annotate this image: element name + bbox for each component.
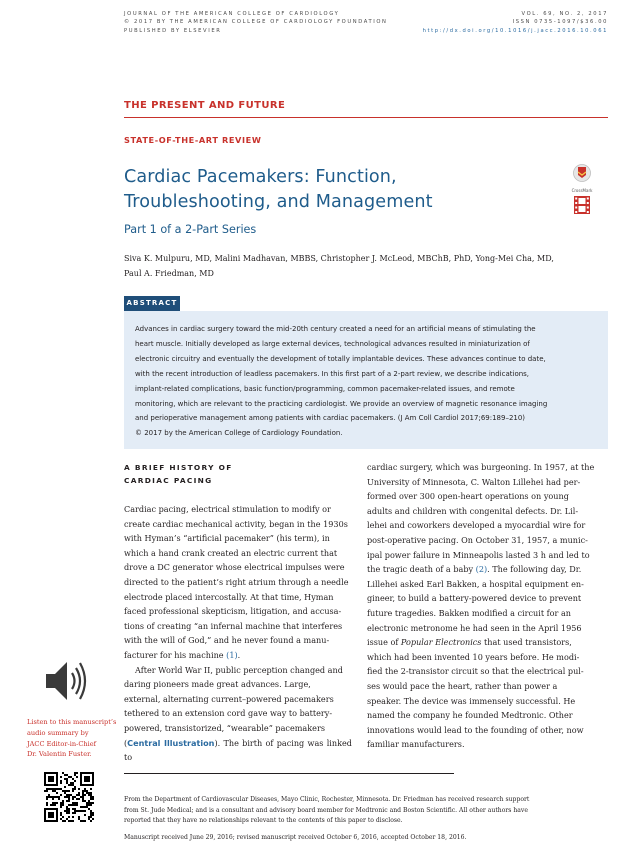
text-fragment: . The following day, Dr. <box>487 564 582 575</box>
text-line: post-operative pacing. On October 31, 1957, a munic- <box>367 534 588 545</box>
text-line: create cardiac mechanical activity, began in the 1930s <box>124 518 348 529</box>
volume-line: VOL. 69, NO. 2, 2017 <box>521 11 608 17</box>
text-line <box>124 736 352 765</box>
text-line: external, alternating current–powered pacemakers <box>124 693 334 704</box>
text-line: ses would pace the heart, rather than power a <box>367 680 558 691</box>
text-line <box>367 635 608 650</box>
text-line: Lillehei asked Earl Bakken, a hospital equipment en- <box>367 578 584 589</box>
text-line: electrode placed intercostally. At that time, Hyman <box>124 591 334 602</box>
authors-line-2: Paul A. Friedman, MD <box>124 268 214 278</box>
title-line-1: Cardiac Pacemakers: Function, <box>124 167 397 187</box>
text-line: which a hand crank created an electric current that <box>124 547 338 558</box>
abstract-line: © 2017 by the American College of Cardiology Foundation. <box>135 429 343 438</box>
abstract-line: monitoring, which are relevant to the practicing cardiologist. We provide an overview of magnetic resonance imaging <box>135 399 548 408</box>
abstract-line: with the recent introduction of leadless pacemakers. In this first part of a 2-part review, we describe indications, <box>135 369 530 378</box>
journal-header-left <box>124 10 388 35</box>
text-line: University of Minnesota, C. Walton Lillehei had per- <box>367 476 581 487</box>
text-fragment: . <box>237 649 241 660</box>
article-subtitle: Part 1 of a 2-Part Series <box>124 223 257 236</box>
abstract-text <box>135 322 601 441</box>
authors-line-1: Siva K. Mulpuru, MD, Malini Madhavan, MBBS, Christopher J. McLeod, MBChB, PhD, Yong-Mei Cha, MD, <box>124 254 554 263</box>
abstract-line: electronic circuitry and eventually the development of totally implantable devices. These advances continue to date, <box>135 354 546 363</box>
paragraph-2-cont <box>124 677 352 765</box>
abstract-label: ABSTRACT <box>124 296 180 311</box>
reference-link[interactable]: (1) <box>226 649 238 660</box>
paragraph-2 <box>124 663 352 678</box>
section-heading <box>124 462 233 488</box>
left-column <box>124 502 352 765</box>
text-line: innovations would lead to the founding of other, now <box>367 724 584 735</box>
text-line: ipal power failure in Minneapolis lasted 3 h and led to <box>367 549 590 560</box>
sidenote-line: Listen to this manuscript’s <box>27 718 117 726</box>
text-line: familiar manufacturers. <box>367 739 465 750</box>
audio-summary-note <box>27 717 119 760</box>
received-dates: Manuscript received June 29, 2016; revised manuscript received October 6, 2016, accepted October 18, 2016. <box>124 834 467 841</box>
text-line: tions of creating “an infernal machine that interferes <box>124 620 343 631</box>
text-fragment: facturer for his machine <box>124 649 227 660</box>
text-line: Cardiac pacing, electrical stimulation to modify or <box>124 504 331 514</box>
text-line: formed over 300 open-heart operations on young <box>367 491 569 502</box>
title-line-2: Troubleshooting, and Management <box>124 192 433 212</box>
text-fragment: ). The birth of pacing was linked to <box>124 737 352 763</box>
article-type: STATE-OF-THE-ART REVIEW <box>124 135 262 145</box>
text-line: with Hyman’s “artificial pacemaker” (his term), in <box>124 533 330 544</box>
text-line: with the will of God,” and he never found a manu- <box>124 635 330 646</box>
text-line: After World War II, public perception changed and <box>135 664 343 675</box>
text-line: lehei and coworkers developed a myocardial wire for <box>367 520 586 531</box>
abstract-line: Advances in cardiac surgery toward the mid-20th century created a need for an artificial means of stimulating the <box>135 325 536 333</box>
text-line: tethered to an extension cord gave way to battery- <box>124 708 333 719</box>
text-fragment: that used transistors, <box>481 637 572 648</box>
text-fragment: the tragic death of a baby <box>367 564 476 575</box>
text-line: directed to the patient’s right atrium through a needle <box>124 576 349 587</box>
author-list <box>124 252 604 281</box>
publisher-line: PUBLISHED BY ELSEVIER <box>124 27 222 34</box>
text-line: which had been invented 10 years before. He modi- <box>367 651 580 662</box>
italic-title: Popular Electronics <box>400 637 482 648</box>
text-line: electronic metronome he had seen in the April 1956 <box>367 622 582 633</box>
text-line: cardiac surgery, which was burgeoning. In 1957, at the <box>367 462 595 472</box>
abstract-line: and perioperative management among patients with cardiac pacemakers. (J Am Coll Cardiol 2017;69:189–210) <box>135 414 526 423</box>
reference-link[interactable]: (2) <box>475 564 488 575</box>
text-line <box>367 562 608 577</box>
crossmark-badge[interactable] <box>568 164 596 193</box>
paragraph-1 <box>124 502 352 663</box>
right-column <box>367 460 608 752</box>
text-line: drove a DC generator whose electrical impulses were <box>124 562 345 573</box>
text-line: speaker. The device was immensely successful. He <box>367 695 576 706</box>
footnote-line: From the Department of Cardiovascular Diseases, Mayo Clinic, Rochester, Minnesota. Dr. Friedman has received research support <box>124 796 530 803</box>
section-heading-line-2: CARDIAC PACING <box>124 475 213 485</box>
doi-link[interactable]: http://dx.doi.org/10.1016/j.jacc.2016.10.061 <box>422 27 608 34</box>
sidenote-line: JACC Editor-in-Chief <box>27 739 97 748</box>
text-line: adults and children with congenital defects. Dr. Lil- <box>367 505 579 516</box>
section-tag: THE PRESENT AND FUTURE <box>124 100 286 111</box>
footnote-line: from St. Jude Medical; and is a consultant and advisory board member for Medtronic and Boston Scientific. All other authors have <box>124 806 528 814</box>
journal-header-right <box>423 10 608 35</box>
footnote-line: reported that they have no relationships relevant to the contents of this paper to disclose. <box>124 817 403 825</box>
footnote-rule <box>124 773 454 774</box>
text-fragment: issue of <box>367 637 401 648</box>
crossmark-icon <box>573 164 591 184</box>
film-strip-icon[interactable] <box>574 196 590 218</box>
crossmark-label: CrossMark <box>571 188 593 193</box>
affiliation-footnote <box>124 795 608 827</box>
section-rule <box>124 117 608 118</box>
text-line: faced professional skepticism, litigation, and accusa- <box>124 606 342 617</box>
text-line: named the company he founded Medtronic. Other <box>367 710 573 721</box>
article-title <box>124 165 564 215</box>
section-heading-line-1: A BRIEF HISTORY OF <box>124 463 233 472</box>
text-fragment: ( <box>124 737 128 748</box>
abstract-line: heart muscle. Initially developed as large external devices, technological advances resulted in miniaturization of <box>135 339 530 348</box>
text-line: gineer, to build a battery-powered device to prevent <box>367 593 582 604</box>
text-line: fied the 2-transistor circuit so that the electrical pul- <box>367 666 584 677</box>
text-line <box>124 648 352 663</box>
speaker-audio-icon[interactable] <box>44 655 88 711</box>
text-line: daring pioneers made great advances. Large, <box>124 679 311 690</box>
journal-name: JOURNAL OF THE AMERICAN COLLEGE OF CARDIOLOGY <box>124 11 340 17</box>
copyright-line: © 2017 BY THE AMERICAN COLLEGE OF CARDIOLOGY FOUNDATION <box>124 19 388 26</box>
central-illustration-link[interactable]: Central Illustration <box>127 737 215 748</box>
text-line: future tragedies. Bakken modified a circuit for an <box>367 607 571 618</box>
issn-line: ISSN 0735-1097/$36.00 <box>512 19 608 26</box>
text-line: powered, transistorized, “wearable” pacemakers <box>124 722 325 733</box>
abstract-line: implant-related complications, basic function/programming, common pacemaker-related issues, and remote <box>135 384 515 393</box>
qr-code[interactable] <box>44 772 94 826</box>
sidenote-line: Dr. Valentin Fuster. <box>27 750 92 759</box>
sidenote-line: audio summary by <box>27 728 89 737</box>
